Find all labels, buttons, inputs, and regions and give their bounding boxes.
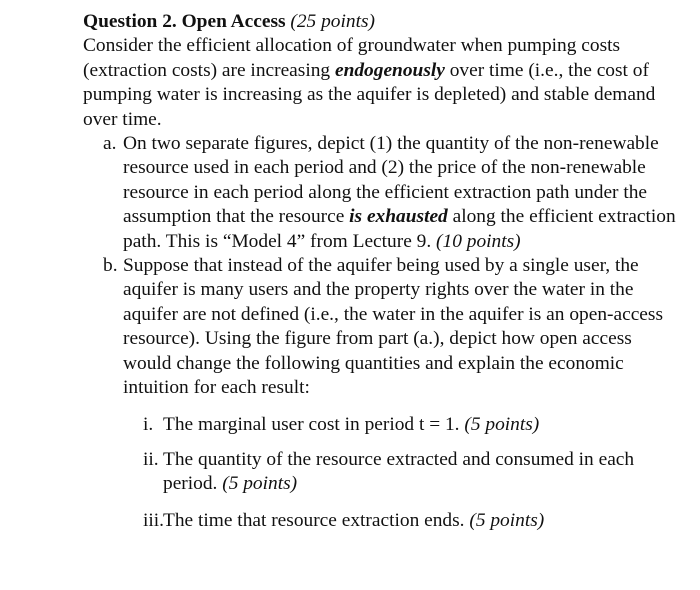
- question-number: Question 2.: [83, 11, 177, 32]
- part-a-text-1: On two separate figures, depict (1) the quantity of the non-renewable resource used in each period and (2) the price of the non-renewable resource in each period along the efficient extraction path under the assumption that the resource: [123, 133, 659, 228]
- sub-item-text: The marginal user cost in period t = 1.: [163, 413, 465, 435]
- part-a-points: (10 points): [436, 230, 521, 252]
- part-b-sub-item-iii: [83, 509, 683, 533]
- part-a-label: a.: [103, 133, 117, 155]
- intro-text-2: over time (i.e., the cost of pumping water is increasing as the aquifer is depleted) and stable demand over time.: [83, 59, 656, 130]
- sub-item-points: (5 points): [222, 473, 298, 495]
- sub-item-points: (5 points): [469, 509, 545, 531]
- part-a: [83, 132, 683, 254]
- part-b: [83, 254, 683, 400]
- question-heading: [83, 10, 683, 34]
- intro-text-1: Consider the efficient allocation of groundwater when pumping costs (extraction costs) are increasing: [83, 35, 621, 81]
- part-b-sub-item-ii: [83, 448, 683, 497]
- part-b-text: Suppose that instead of the aquifer being used by a single user, the aquifer is many users and the property rights over the water in the aquifer are not defined (i.e., the water in the aquifer is an open-access resource). Using the figure from part (a.), depict how open access would change the following quantities and explain the economic intuition for each result:: [123, 255, 663, 399]
- part-b-sub-item-i: [83, 413, 683, 437]
- sub-item-label: i.: [143, 413, 154, 435]
- intro-emphasis: endogenously: [334, 59, 445, 81]
- question-topic: Open Access: [181, 11, 286, 32]
- question-intro: [83, 34, 683, 132]
- sub-item-label: ii.: [143, 448, 159, 470]
- sub-item-points: (5 points): [464, 413, 540, 435]
- part-a-emphasis: is exhausted: [349, 206, 448, 228]
- sub-item-text: The quantity of the resource extracted and consumed in each period.: [163, 448, 635, 495]
- question-block: [83, 10, 683, 533]
- part-a-text-2: along the efficient extraction path. This is “Model 4” from Lecture 9.: [123, 206, 676, 252]
- part-b-label: b.: [103, 255, 118, 277]
- sub-item-text: The time that resource extraction ends.: [163, 509, 470, 531]
- question-points: (25 points): [290, 11, 375, 32]
- sub-item-label: iii.: [143, 509, 165, 531]
